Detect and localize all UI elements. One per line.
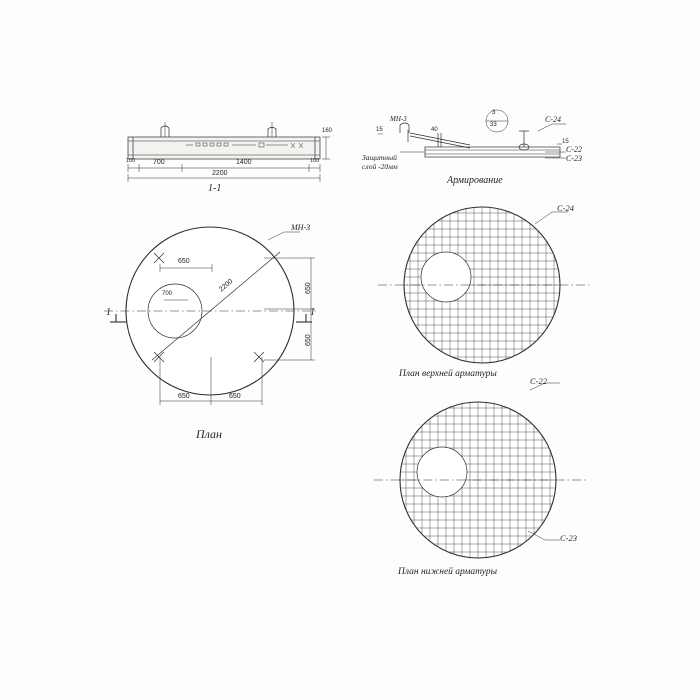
- plan-dim-hole-700: 700: [162, 291, 173, 297]
- dim-thickness: 160: [322, 128, 333, 134]
- plan-dim-650-bottom-b: 650: [229, 393, 241, 400]
- node-number-bottom: 33: [490, 122, 497, 128]
- dim-700: 700: [153, 159, 165, 166]
- label-protective-layer-1: Защитный: [362, 153, 397, 162]
- section-mark-right: 1: [310, 307, 315, 318]
- caption-section-1-1: 1-1: [208, 183, 222, 194]
- node-number-top: 3: [492, 110, 496, 116]
- plan-dim-650-right-lower: 650: [305, 334, 312, 346]
- caption-plan: План: [196, 427, 222, 441]
- plan-dim-650-top: 650: [178, 258, 190, 265]
- caption-reinforcement: Армирование: [447, 175, 503, 186]
- dim-1400: 1400: [236, 159, 252, 166]
- label-mark-15-left: 15: [376, 127, 383, 133]
- label-c23-detail: С-23: [566, 154, 582, 163]
- label-mn3-plan: МН-3: [291, 223, 311, 232]
- section-mark-left: 1: [106, 307, 111, 318]
- dim-2200: 2200: [212, 170, 228, 177]
- label-mark-15-right: 15: [562, 139, 569, 145]
- caption-top-reinforcement-plan: План верхней арматуры: [399, 369, 497, 379]
- label-c22-top-plan: С-22: [530, 376, 547, 386]
- plan-dim-650-bottom-a: 650: [178, 393, 190, 400]
- dim-left-edge: 100: [126, 158, 136, 164]
- label-c24-detail: С-24: [545, 115, 561, 124]
- label-mark-40: 40: [431, 127, 438, 133]
- label-mn3-detail: МН-3: [390, 115, 407, 123]
- plan-dim-650-right-upper: 650: [305, 282, 312, 294]
- plan-dim-diag-2200: 2200: [218, 277, 235, 294]
- label-protective-layer-2: слой -20мм: [362, 162, 398, 171]
- dim-right-edge: 100: [310, 158, 320, 164]
- label-c24-top-plan: С-24: [557, 203, 574, 213]
- label-c22-detail: С-22: [566, 145, 582, 154]
- caption-bottom-reinforcement-plan: План нижней арматуры: [398, 567, 498, 577]
- label-c23-bottom-plan: С-23: [560, 533, 577, 543]
